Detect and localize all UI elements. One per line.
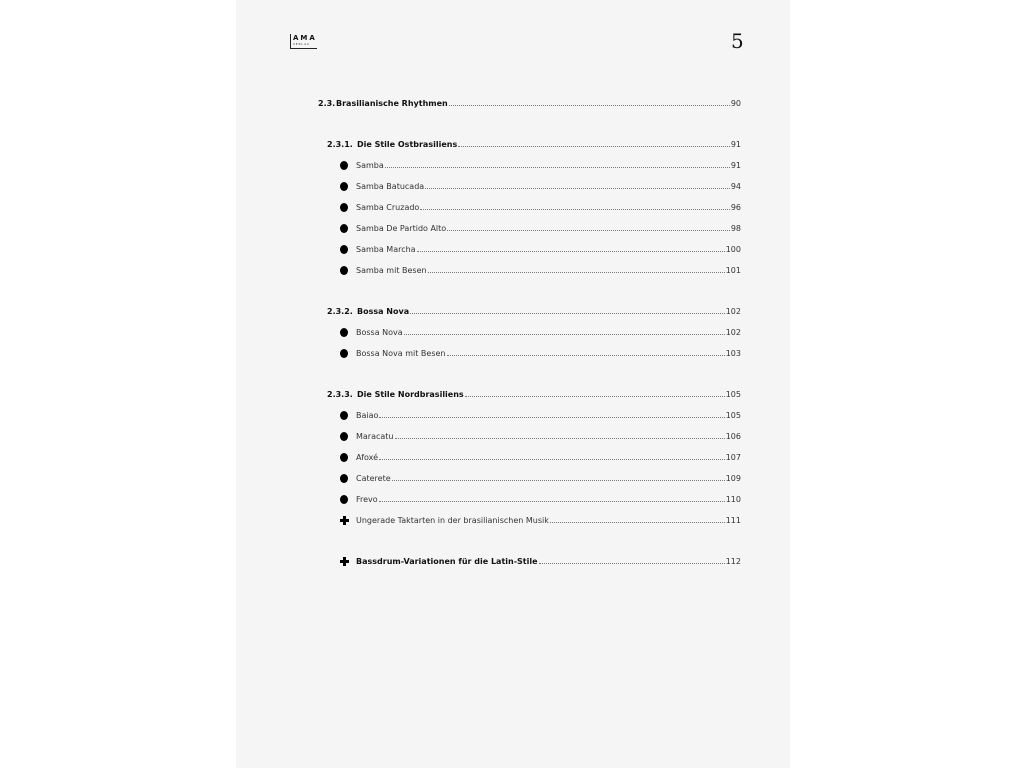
page-ref: 103 (725, 349, 741, 358)
toc-entry-subsection[interactable] (327, 307, 741, 317)
item-title: Samba (356, 161, 384, 170)
toc-entry-item[interactable] (356, 224, 741, 234)
toc-entry-subsection[interactable] (327, 140, 741, 150)
bullet-icon (340, 266, 348, 275)
page-ref: 105 (725, 390, 741, 399)
bullet-icon (340, 182, 348, 191)
document-page (236, 0, 790, 768)
section-title: Die Stile Ostbrasiliens (357, 140, 458, 149)
page-ref: 106 (725, 432, 741, 441)
section-title: Brasilianische Rhythmen (336, 99, 448, 108)
toc-entry-item[interactable] (356, 245, 741, 255)
dot-leader (550, 516, 725, 523)
dot-leader (539, 557, 725, 564)
bullet-icon (340, 432, 348, 441)
toc-entry-item[interactable] (356, 453, 741, 463)
section-title: Bassdrum-Variationen für die Latin-Stile (356, 557, 538, 566)
page-number: 5 (731, 29, 744, 53)
toc-entry-item[interactable] (356, 432, 741, 442)
bullet-icon (340, 411, 348, 420)
bullet-icon (340, 161, 348, 170)
toc-entry-item[interactable] (356, 266, 741, 276)
item-title: Caterete (356, 474, 391, 483)
item-title: Samba mit Besen (356, 266, 427, 275)
page-ref: 112 (725, 557, 741, 566)
bullet-icon (340, 349, 348, 358)
section-number: 2.3.1. (327, 140, 353, 149)
section-number: 2.3.2. (327, 307, 353, 316)
section-title: Die Stile Nordbrasiliens (357, 390, 464, 399)
bullet-icon (340, 495, 348, 504)
dot-leader (379, 411, 724, 418)
page-ref: 98 (730, 224, 741, 233)
plus-icon (340, 557, 349, 566)
publisher-logo (290, 34, 317, 49)
bullet-icon (340, 328, 348, 337)
toc-entry-subsection[interactable] (327, 390, 741, 400)
toc-entry-item[interactable] (356, 161, 741, 171)
page-ref: 91 (730, 140, 741, 149)
item-title: Baiao (356, 411, 379, 420)
dot-leader (447, 224, 730, 231)
item-title: Frevo (356, 495, 378, 504)
item-title: Samba De Partido Alto (356, 224, 447, 233)
bullet-icon (340, 474, 348, 483)
toc-entry-item[interactable] (356, 474, 741, 484)
dot-leader (395, 432, 725, 439)
toc-entry-item[interactable] (356, 182, 741, 192)
logo-subtext: VERLAG (293, 42, 310, 46)
page-ref: 101 (725, 266, 741, 275)
item-title: Samba Cruzado (356, 203, 420, 212)
dot-leader (404, 328, 725, 335)
page-ref: 90 (730, 99, 741, 108)
section-title: Bossa Nova (357, 307, 410, 316)
dot-leader (385, 161, 730, 168)
page-ref: 105 (725, 411, 741, 420)
toc-entry-section[interactable] (318, 99, 741, 109)
bullet-icon (340, 245, 348, 254)
dot-leader (465, 390, 725, 397)
dot-leader (420, 203, 729, 210)
section-number: 2.3.3. (327, 390, 353, 399)
page-ref: 107 (725, 453, 741, 462)
item-title: Ungerade Taktarten in der brasilianischen Musik (356, 516, 549, 525)
page-ref: 109 (725, 474, 741, 483)
plus-icon (340, 516, 349, 525)
page-ref: 91 (730, 161, 741, 170)
dot-leader (410, 307, 725, 314)
toc-entry-section[interactable] (356, 557, 741, 567)
item-title: Bossa Nova (356, 328, 403, 337)
bullet-icon (340, 224, 348, 233)
toc-entry-item[interactable] (356, 495, 741, 505)
item-title: Afoxé (356, 453, 379, 462)
dot-leader (379, 495, 725, 502)
item-title: Samba Marcha (356, 245, 416, 254)
dot-leader (428, 266, 725, 273)
bullet-icon (340, 453, 348, 462)
dot-leader (458, 140, 730, 147)
toc-entry-item[interactable] (356, 349, 741, 359)
dot-leader (425, 182, 730, 189)
item-title: Maracatu (356, 432, 394, 441)
dot-leader (449, 99, 730, 106)
dot-leader (379, 453, 725, 460)
logo-text: AMA (293, 34, 317, 42)
page-ref: 100 (725, 245, 741, 254)
toc-entry-item[interactable] (356, 516, 741, 526)
page-ref: 102 (725, 307, 741, 316)
dot-leader (417, 245, 725, 252)
dot-leader (392, 474, 725, 481)
bullet-icon (340, 203, 348, 212)
dot-leader (447, 349, 725, 356)
toc-entry-item[interactable] (356, 328, 741, 338)
toc-entry-item[interactable] (356, 411, 741, 421)
page-ref: 110 (725, 495, 741, 504)
page-ref: 102 (725, 328, 741, 337)
item-title: Samba Batucada (356, 182, 425, 191)
page-ref: 94 (730, 182, 741, 191)
item-title: Bossa Nova mit Besen (356, 349, 446, 358)
section-number: 2.3. (318, 99, 336, 108)
toc-entry-item[interactable] (356, 203, 741, 213)
page-ref: 96 (730, 203, 741, 212)
page-ref: 111 (725, 516, 741, 525)
